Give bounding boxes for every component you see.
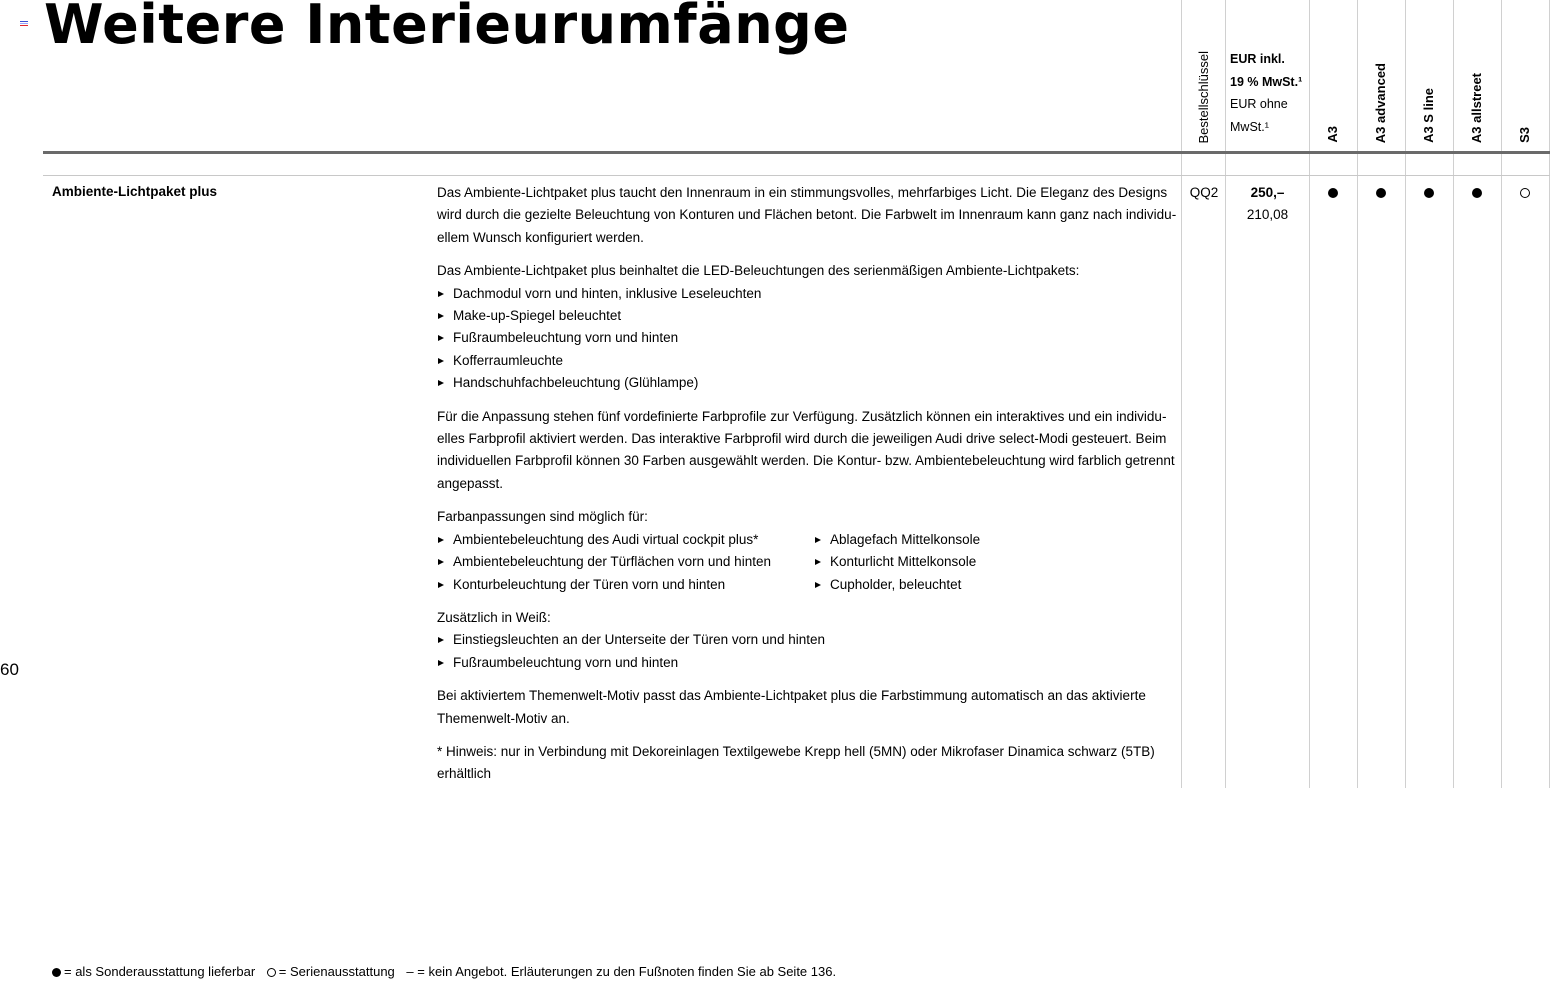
model-header-s3: S3 bbox=[1517, 127, 1532, 143]
order-code: QQ2 bbox=[1189, 185, 1219, 200]
list-item: Ablagefach Mittelkonsole bbox=[814, 529, 980, 551]
description-note: * Hinweis: nur in Verbindung mit Dekoreinlagen Textilgewebe Krepp hell (5MN) oder Mikrofaser Dinamica schwarz (5TB) erhältlich bbox=[437, 743, 1155, 782]
item-description bbox=[437, 182, 1177, 797]
item-title: Ambiente-Lichtpaket plus bbox=[52, 184, 218, 199]
column-divider bbox=[1501, 0, 1502, 788]
column-divider bbox=[1225, 0, 1226, 788]
list-item: Handschuhfachbeleuchtung (Glühlampe) bbox=[437, 372, 1177, 394]
model-header-a3-s-line: A3 S line bbox=[1421, 88, 1436, 143]
list-item: Fußraumbeleuchtung vorn und hinten bbox=[437, 327, 1177, 349]
availability-mark-a3-advanced bbox=[1376, 188, 1386, 198]
list-item: Cupholder, beleuchtet bbox=[814, 574, 980, 596]
list-item: Dachmodul vorn und hinten, inklusive Leseleuchten bbox=[437, 283, 1177, 305]
row-divider bbox=[43, 175, 1550, 176]
availability-mark-a3-allstreet bbox=[1472, 188, 1482, 198]
flag-icon bbox=[20, 21, 28, 26]
price-incl-vat-label: 19 % MwSt.¹ bbox=[1230, 74, 1303, 89]
column-divider bbox=[1357, 0, 1358, 788]
list-item: Fußraumbeleuchtung vorn und hinten bbox=[437, 652, 1177, 674]
model-header-a3: A3 bbox=[1325, 126, 1340, 143]
description-profiles: Für die Anpassung stehen fünf vordefinierte Farbprofile zur Verfügung. Zusätzlich können ein interaktives und ein individuelles Farbprofil aktiviert werden. Das interaktive Farbprofil wird durch die jeweiligen Audi drive select-Modi gesteuert. Beim individuellen Farbprofil können 30 Farben ausgewählt werden. Die Kontur- bzw. Ambientebeleuchtung wird farblich getrennt angepasst. bbox=[437, 408, 1175, 491]
header-divider bbox=[43, 151, 1550, 154]
list-item: Make-up-Spiegel beleuchtet bbox=[437, 305, 1177, 327]
list-item: Konturlicht Mittelkonsole bbox=[814, 551, 980, 573]
model-header-a3-advanced: A3 advanced bbox=[1373, 62, 1388, 143]
price-header bbox=[1230, 48, 1302, 138]
open-circle-icon bbox=[267, 968, 276, 977]
white-heading: Zusätzlich in Weiß: bbox=[437, 609, 551, 625]
price-excl-value: 210,08 bbox=[1246, 207, 1289, 223]
list-item: Kofferraumleuchte bbox=[437, 350, 1177, 372]
column-divider bbox=[1405, 0, 1406, 788]
price-excl-vat-label: MwSt.¹ bbox=[1230, 119, 1269, 134]
availability-mark-a3-s-line bbox=[1424, 188, 1434, 198]
page-number: 60 bbox=[0, 660, 19, 679]
legend bbox=[52, 964, 836, 979]
legend-none: – = kein Angebot. Erläuterungen zu den Fußnoten finden Sie ab Seite 136. bbox=[406, 964, 837, 979]
white-block bbox=[437, 607, 1177, 674]
item-price bbox=[1226, 182, 1309, 227]
order-key-header: Bestellschlüssel bbox=[1196, 50, 1211, 143]
legend-standard: = Serienausstattung bbox=[278, 964, 395, 979]
description-theme: Bei aktiviertem Themenwelt-Motiv passt das Ambiente-Lichtpaket plus die Farbstimmung automatisch an das aktivierte Themenwelt-Motiv an. bbox=[437, 688, 1146, 726]
column-divider bbox=[1309, 0, 1310, 788]
price-excl-label: EUR ohne bbox=[1230, 97, 1288, 111]
filled-dot-icon bbox=[52, 968, 61, 977]
description-intro: Das Ambiente-Lichtpaket plus taucht den Innenraum in ein stimmungsvolles, mehrfarbiges Licht. Die Eleganz des Designs wird durch die gezielte Beleuchtung von Konturen und Flächen betont. Die Farbwelt im Innenraum kann ganz nach individuellem Wunsch konfiguriert werden. bbox=[437, 185, 1177, 245]
availability-mark-a3 bbox=[1328, 188, 1338, 198]
availability-mark-s3 bbox=[1520, 188, 1530, 198]
adjust-heading: Farbanpassungen sind möglich für: bbox=[437, 509, 648, 525]
price-incl-value: 250,– bbox=[1250, 185, 1285, 200]
list-item: Ambientebeleuchtung des Audi virtual cockpit plus* bbox=[437, 529, 814, 551]
list-item: Einstiegsleuchten an der Unterseite der Türen vorn und hinten bbox=[437, 629, 1177, 651]
column-divider bbox=[1453, 0, 1454, 788]
list-item: Konturbeleuchtung der Türen vorn und hinten bbox=[437, 574, 814, 596]
legend-optional: = als Sonderausstattung lieferbar bbox=[64, 964, 256, 979]
model-header-a3-allstreet: A3 allstreet bbox=[1469, 72, 1484, 143]
adjust-lists bbox=[437, 529, 1177, 596]
includes-heading: Das Ambiente-Lichtpaket plus beinhaltet die LED-Beleuchtungen des serienmäßigen Ambiente-Lichtpakets: bbox=[437, 263, 1080, 279]
column-divider bbox=[1181, 0, 1182, 788]
price-incl-label: EUR inkl. bbox=[1230, 52, 1285, 66]
includes-block bbox=[437, 260, 1177, 394]
page-title: Weitere Interieurumfänge bbox=[44, 0, 850, 56]
list-item: Ambientebeleuchtung der Türflächen vorn und hinten bbox=[437, 551, 814, 573]
